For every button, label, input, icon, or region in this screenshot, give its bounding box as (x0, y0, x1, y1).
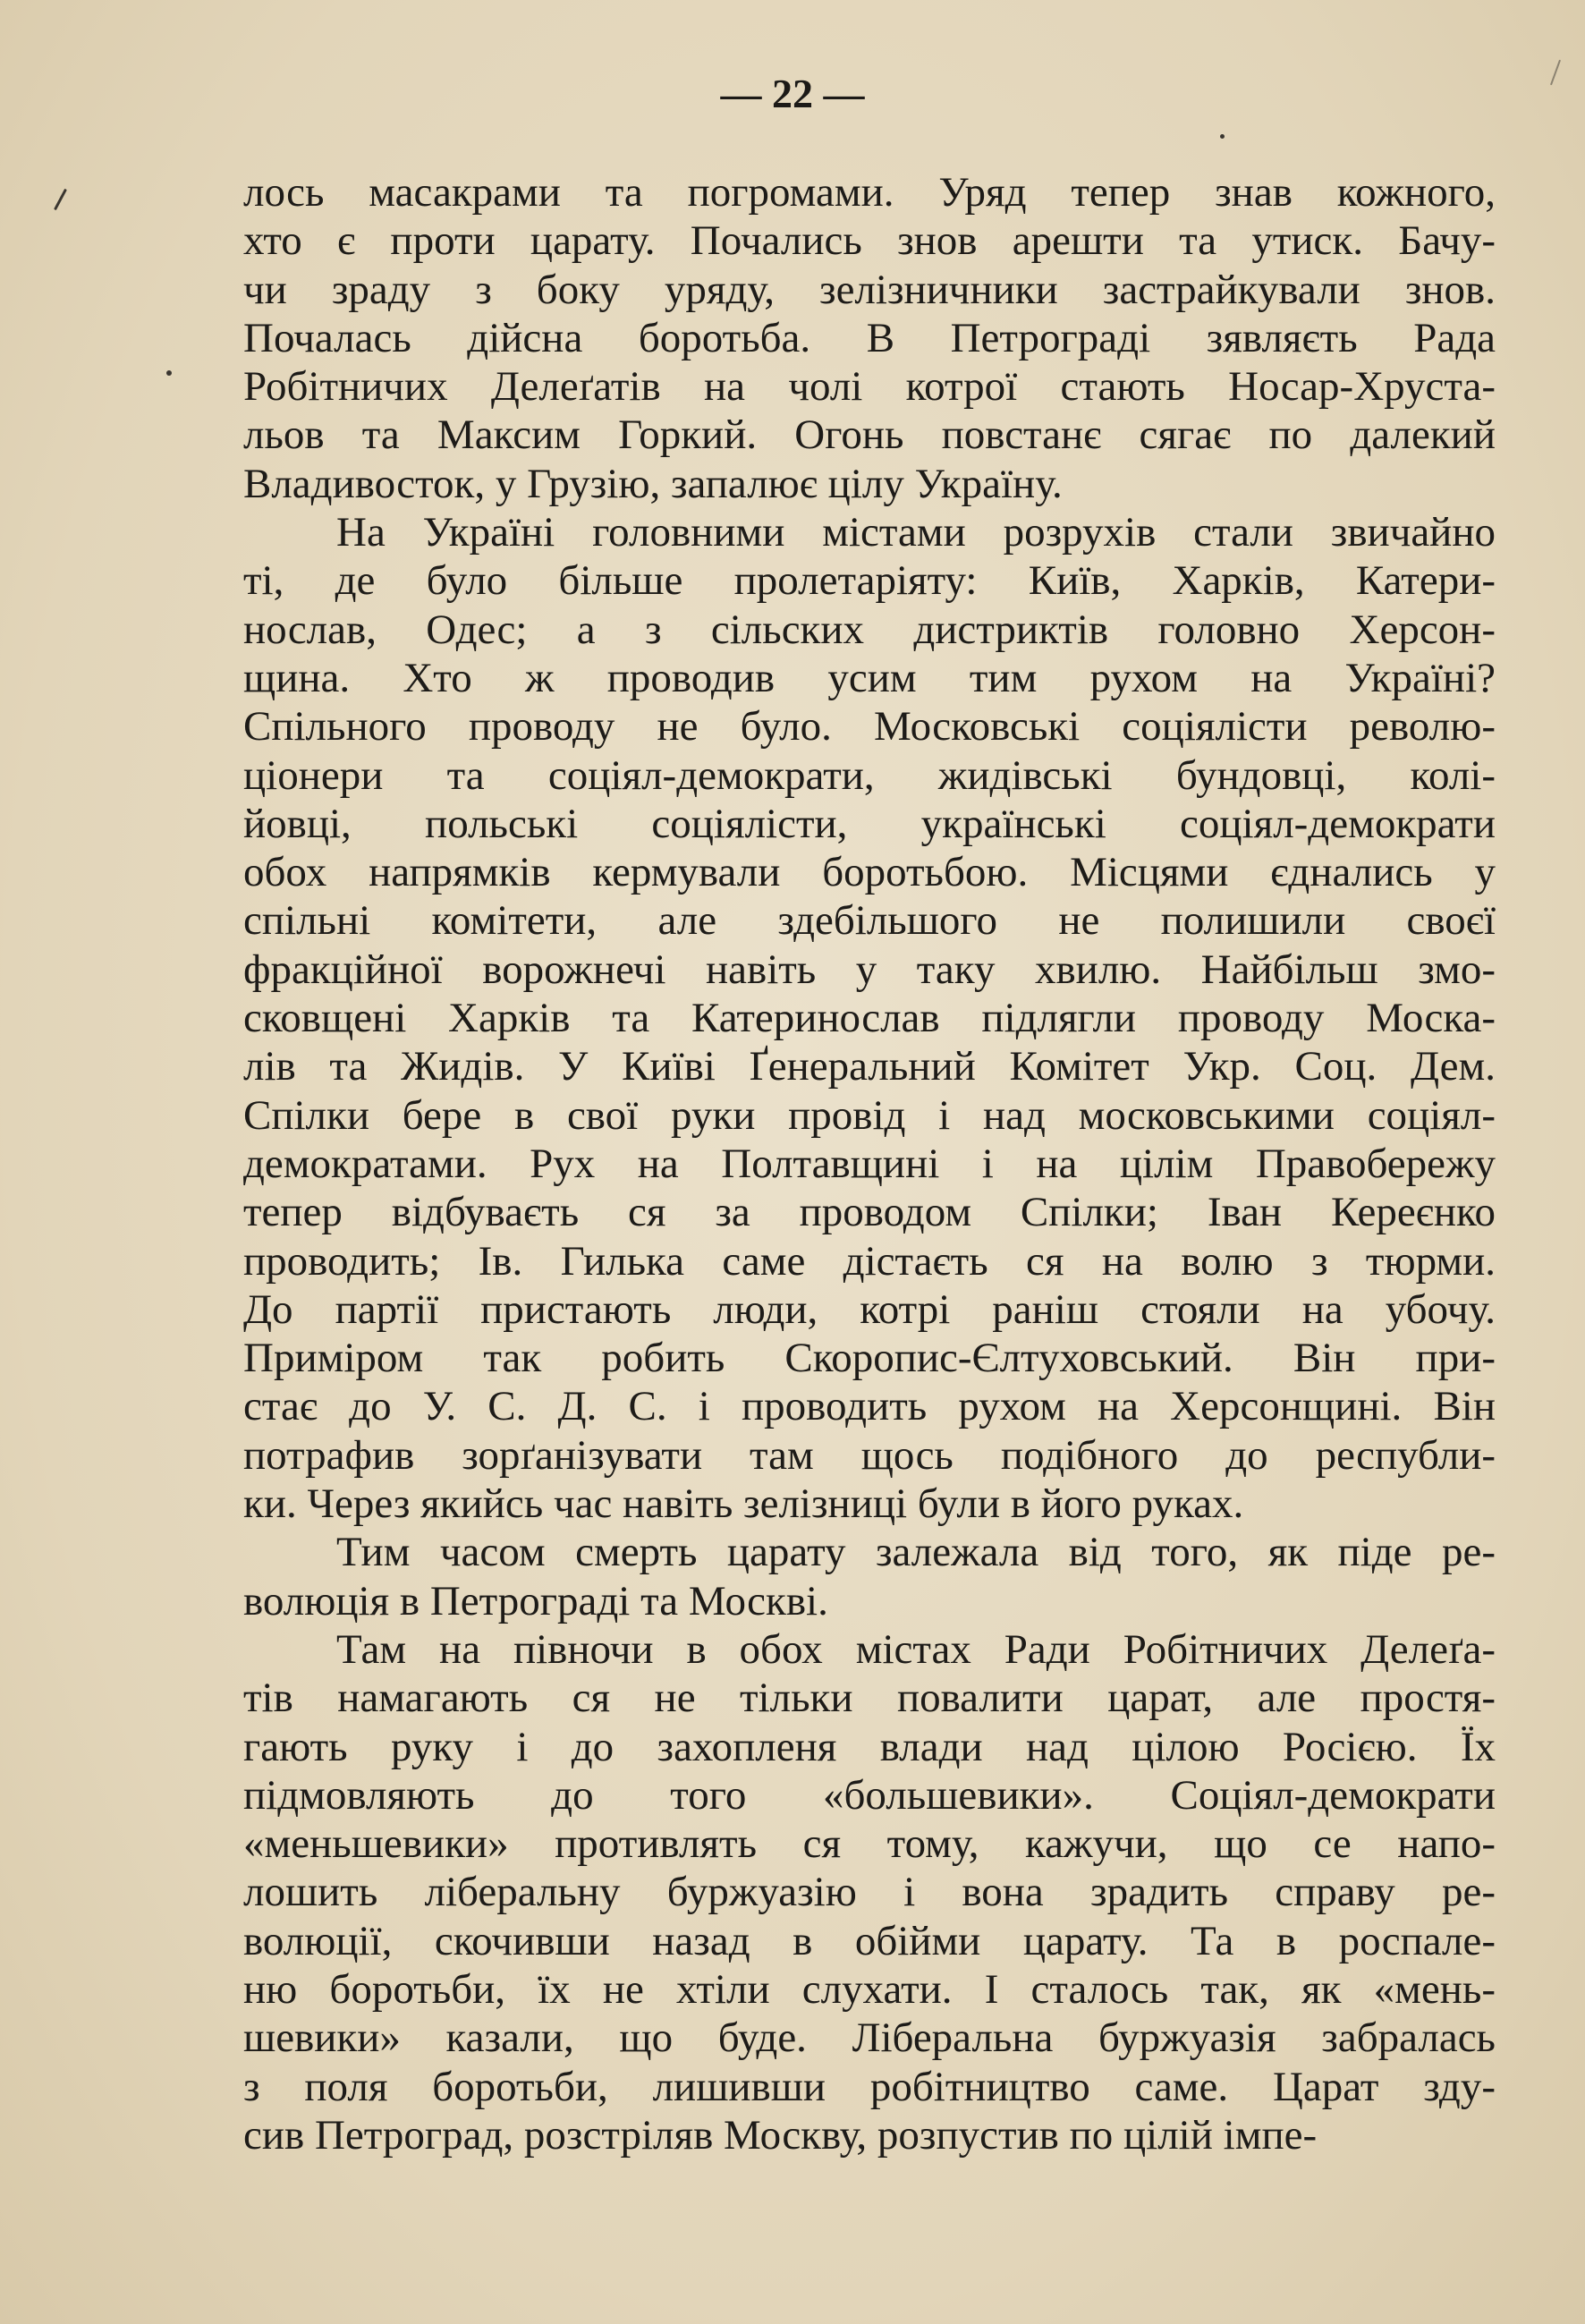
text-line: тепер відбуваєть ся за проводом Спілки; Іван Кереєнко (243, 1189, 1496, 1236)
text-line: ті, де було більше пролетаріяту: Київ, Харків, Катери- (243, 557, 1496, 605)
text-line: потрафив зорґанізувати там щось подібного до республи- (243, 1431, 1496, 1479)
text-line: лошить ліберальну буржуазію і вона зрадить справу ре- (243, 1869, 1496, 1916)
text-line: шевики» казали, що буде. Ліберальна буржуазія забралась (243, 2014, 1496, 2062)
text-line: лось масакрами та погромами. Уряд тепер знав кожного, (243, 169, 1496, 216)
scan-speck (166, 370, 172, 376)
text-line: ню боротьби, їх не хтіли слухати. І сталось так, як «мень- (243, 1965, 1496, 2013)
scan-speck (1220, 134, 1225, 139)
text-line: До партії пристають люди, котрі раніш стояли на убочу. (243, 1285, 1496, 1333)
text-line: щина. Хто ж проводив усим тим рухом на Україні? (243, 654, 1496, 701)
text-line: тів намагають ся не тільки повалити царат, але простя- (243, 1675, 1496, 1722)
text-line: йовці, польські соціялісти, українські соціял-демократи (243, 800, 1496, 847)
text-line: ціонери та соціял-демократи, жидівські бундовці, колі- (243, 751, 1496, 799)
text-line: підмовляють до того «большевики». Соціял-демократи (243, 1771, 1496, 1819)
text-line: Приміром так робить Скоропис-Єлтуховський. Він при- (243, 1335, 1496, 1382)
text-line: волюції, скочивши назад в обійми царату. Та в роспале- (243, 1917, 1496, 1964)
text-line: демократами. Рух на Полтавщині і на цілім Правобережу (243, 1140, 1496, 1187)
text-line: стає до У. С. Д. С. і проводить рухом на Херсонщині. Він (243, 1383, 1496, 1430)
text-line: Спільного проводу не було. Московські соціялісти револю- (243, 703, 1496, 751)
text-line: ки. Через якийсь час навіть зелізниці були в його руках. (243, 1480, 1244, 1528)
text-line: хто є проти царату. Почались знов арешти та утиск. Бачу- (243, 217, 1496, 265)
text-line: гають руку і до захопленя влади над цілою Росією. Їх (243, 1723, 1496, 1770)
text-line: льов та Максим Горкий. Огонь повстанє сягає по далекий (243, 411, 1496, 459)
text-line: На Україні головними містами розрухів стали звичайно (336, 509, 1496, 556)
text-line: Спілки бере в свої руки провід і над московськими соціял- (243, 1091, 1496, 1139)
scan-speck (54, 189, 67, 210)
text-line: Робітничих Делеґатів на чолі котрої стають Носар-Хруста- (243, 363, 1496, 411)
page-number: — 22 — (720, 71, 865, 116)
text-line: Тим часом смерть царату залежала від того, як піде ре- (336, 1529, 1496, 1576)
text-line: сковщені Харків та Катеринослав підлягли проводу Моска- (243, 995, 1496, 1042)
text-line: сив Петроград, розстріляв Москву, розпустив по цілій імпе- (243, 2111, 1318, 2159)
text-line: нослав, Одес; а з сільских дистриктів головно Херсон- (243, 606, 1496, 653)
text-line: фракційної ворожнечі навіть у таку хвилю. Найбільш змо- (243, 946, 1496, 993)
text-line: Почалась дійсна боротьба. В Петрограді зявляєть Рада (243, 314, 1496, 361)
text-line: лів та Жидів. У Київі Ґенеральний Комітет Укр. Соц. Дем. (243, 1043, 1496, 1090)
text-line: чи зраду з боку уряду, зелізничники застрайкували знов. (243, 266, 1496, 313)
body-text (243, 168, 1496, 2159)
text-line: Там на півночи в обох містах Ради Робітничих Делеґа- (336, 1625, 1496, 1673)
text-line: з поля боротьби, лишивши робітництво саме. Царат зду- (243, 2063, 1496, 2110)
text-line: «меньшевики» противлять ся тому, кажучи, що се напо- (243, 1820, 1496, 1868)
text-line: Владивосток, у Грузію, запалює цілу Україну. (243, 460, 1063, 507)
text-line: обох напрямків кермували боротьбою. Місцями єднались у (243, 849, 1496, 896)
text-line: волюція в Петрограді та Москві. (243, 1577, 828, 1624)
text-line: спільні комітети, але здебільшого не полишили своєї (243, 897, 1496, 945)
text-line: проводить; Ів. Гилька саме дістаєть ся на волю з тюрми. (243, 1237, 1496, 1285)
